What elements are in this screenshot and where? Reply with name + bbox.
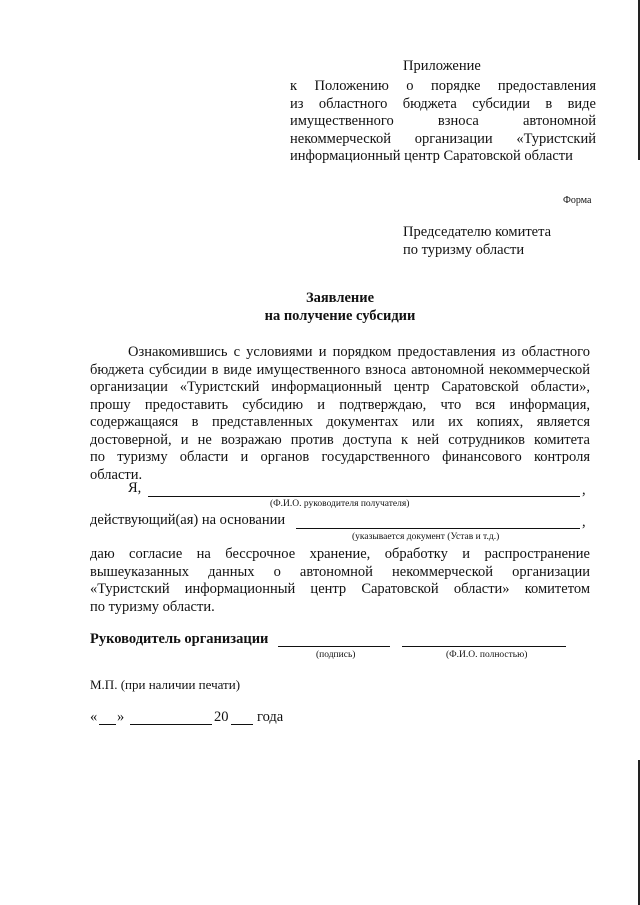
addressee-line: Председателю комитета xyxy=(403,224,552,240)
body-line: организации «Туристский информационный центр Саратовской области», xyxy=(90,379,590,395)
appendix-title: Приложение xyxy=(403,58,481,74)
addressee-line: по туризму области xyxy=(403,241,525,258)
comma: , xyxy=(582,514,586,530)
appendix-line: имущественного взноса автономной xyxy=(290,113,596,129)
full-name-hint: (Ф.И.О. полностью) xyxy=(446,650,528,660)
doc-title xyxy=(0,290,640,325)
appendix-line: к Положению о порядке предоставления xyxy=(290,78,596,94)
body-line: области. xyxy=(90,466,143,483)
year-suffix: года xyxy=(257,709,284,725)
year-prefix: 20 xyxy=(214,709,229,725)
appendix-line: из областного бюджета субсидии в виде xyxy=(290,95,596,112)
ya-label: Я, xyxy=(128,480,142,496)
consent-line: «Туристский информационный центр Саратовской области» комитетом xyxy=(90,581,590,597)
day-line[interactable] xyxy=(99,724,116,725)
appendix-text xyxy=(290,78,596,166)
month-line[interactable] xyxy=(130,724,212,725)
consent-paragraph xyxy=(90,546,590,616)
body-paragraph xyxy=(90,344,590,484)
appendix-line: информационный центр Саратовской области xyxy=(290,148,573,164)
basis-label: действующий(ая) на основании xyxy=(90,512,286,528)
body-line: по туризму области и органов государственного финансового контроля xyxy=(90,449,590,465)
comma: , xyxy=(582,482,586,498)
body-line: Ознакомившись с условиями и порядком предоставления из областного xyxy=(128,344,590,360)
consent-line: вышеуказанных данных о автономной некоммерческой организации xyxy=(90,563,590,580)
signature-label: Руководитель организации xyxy=(90,631,269,647)
addressee xyxy=(403,224,551,259)
year-line[interactable] xyxy=(231,724,253,725)
fio-hint: (Ф.И.О. руководителя получателя) xyxy=(270,499,410,509)
doc-title-line: на получение субсидии xyxy=(264,307,416,324)
body-line: достоверной, и не возражаю против доступа к ней сотрудников комитета xyxy=(90,431,590,448)
body-line: содержащаяся в представленных документах или их копиях, является xyxy=(90,414,590,430)
date-close-quote: » xyxy=(117,709,125,725)
body-line: прошу предоставить субсидию и подтверждаю, что вся информация, xyxy=(90,396,590,413)
basis-hint: (указывается документ (Устав и т.д.) xyxy=(352,532,500,542)
consent-line: даю согласие на бессрочное хранение, обработку и распространение xyxy=(90,546,590,562)
basis-input-line[interactable] xyxy=(296,528,580,529)
date-field xyxy=(90,709,350,729)
appendix-line: некоммерческой организации «Туристский xyxy=(290,130,596,147)
doc-title-line: Заявление xyxy=(305,290,375,306)
form-label: Форма xyxy=(563,195,592,206)
signature-hint: (подпись) xyxy=(316,650,356,660)
consent-line: по туризму области. xyxy=(90,598,215,615)
full-name-line[interactable] xyxy=(402,646,566,647)
date-open-quote: « xyxy=(90,709,98,725)
body-line: бюджета субсидии в виде имущественного взноса автономной некоммерческой xyxy=(90,361,590,378)
signature-line[interactable] xyxy=(278,646,390,647)
fio-input-line[interactable] xyxy=(148,496,580,497)
stamp-label: М.П. (при наличии печати) xyxy=(90,677,241,692)
